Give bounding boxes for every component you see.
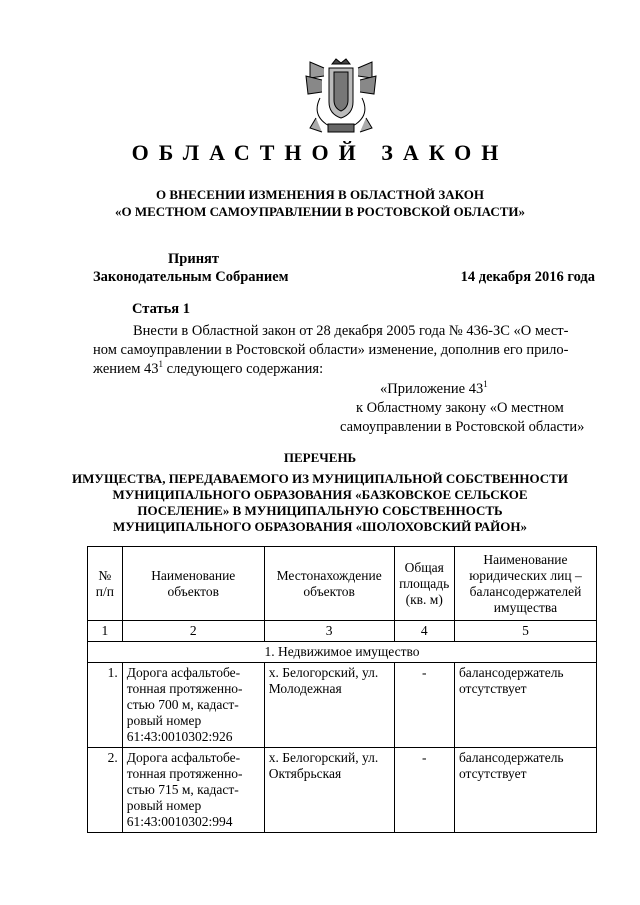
list-title-line: МУНИЦИПАЛЬНОГО ОБРАЗОВАНИЯ «ШОЛОХОВСКИЙ РАЙОН» (112, 519, 528, 534)
adoption-date: 14 декабря 2016 года (460, 269, 595, 285)
appendix-reference (330, 380, 597, 437)
header-area: Общая площадь (кв. м) (394, 547, 454, 621)
section-title: 1. Недвижимое имущество (88, 642, 597, 663)
list-title-line: ИМУЩЕСТВА, ПЕРЕДАВАЕМОГО ИЗ МУНИЦИПАЛЬНОЙ СОБСТВЕННОСТИ (72, 471, 568, 486)
column-number: 3 (264, 621, 394, 642)
row-name: Дорога асфальтобе-тонная протяженно-стью 700 м, кадаст-ровый номер 61:43:0010302:926 (122, 663, 264, 748)
table-header-row (88, 547, 597, 621)
row-location: х. Белогорский, ул. Октябрьская (264, 748, 394, 833)
table-row (88, 748, 597, 833)
list-title-line: МУНИЦИПАЛЬНОГО ОБРАЗОВАНИЯ «БАЗКОВСКОЕ СЕЛЬСКОЕ (112, 487, 528, 502)
adoption-line2: Законодательным Собранием (93, 269, 289, 285)
column-number-row (88, 621, 597, 642)
row-num: 2. (88, 748, 123, 833)
row-area: - (394, 663, 454, 748)
appendix-line: «Приложение $43^1$ (380, 379, 488, 397)
list-heading: ПЕРЕЧЕНЬ (283, 450, 357, 465)
column-number: 1 (88, 621, 123, 642)
table-row (88, 663, 597, 748)
document-title: ОБЛАСТНОЙ ЗАКОН (131, 140, 509, 165)
row-holder: балансодержатель отсутствует (454, 663, 596, 748)
subtitle-line: О ВНЕСЕНИИ ИЗМЕНЕНИЯ В ОБЛАСТНОЙ ЗАКОН (156, 187, 484, 202)
article-line: жением $43^1$ следующего содержания: (93, 359, 324, 377)
header-holder: Наименование юридических лиц – балансодержателей имущества (454, 547, 596, 621)
column-number: 2 (122, 621, 264, 642)
header-name: Наименование объектов (122, 547, 264, 621)
property-table (87, 546, 597, 833)
row-location: х. Белогорский, ул. Молодежная (264, 663, 394, 748)
subtitle-line: «О МЕСТНОМ САМОУПРАВЛЕНИИ В РОСТОВСКОЙ ОБЛАСТИ» (115, 204, 525, 219)
coat-of-arms-emblem (302, 58, 380, 138)
document-subtitle (0, 186, 640, 220)
article-line: ном самоуправлении в Ростовской области» изменение, дополнив его прило- (93, 342, 569, 358)
appendix-line: самоуправлении в Ростовской области» (340, 419, 585, 435)
column-number: 4 (394, 621, 454, 642)
row-name: Дорога асфальтобе-тонная протяженно-стью 715 м, кадаст-ровый номер 61:43:0010302:994 (122, 748, 264, 833)
article-line: Внести в Областной закон от 28 декабря 2005 года № 436-ЗС «О мест- (133, 323, 569, 339)
appendix-line: к Областному закону «О местном (356, 400, 564, 416)
section-row (88, 642, 597, 663)
article-text (93, 322, 597, 379)
header-location: Местонахождение объектов (264, 547, 394, 621)
list-title (0, 471, 640, 535)
adoption-line1: Принят (168, 251, 220, 267)
row-num: 1. (88, 663, 123, 748)
column-number: 5 (454, 621, 596, 642)
article-heading: Статья 1 (132, 301, 190, 317)
row-area: - (394, 748, 454, 833)
row-holder: балансодержатель отсутствует (454, 748, 596, 833)
list-title-line: ПОСЕЛЕНИЕ» В МУНИЦИПАЛЬНУЮ СОБСТВЕННОСТЬ (137, 503, 503, 518)
header-num: № п/п (88, 547, 123, 621)
